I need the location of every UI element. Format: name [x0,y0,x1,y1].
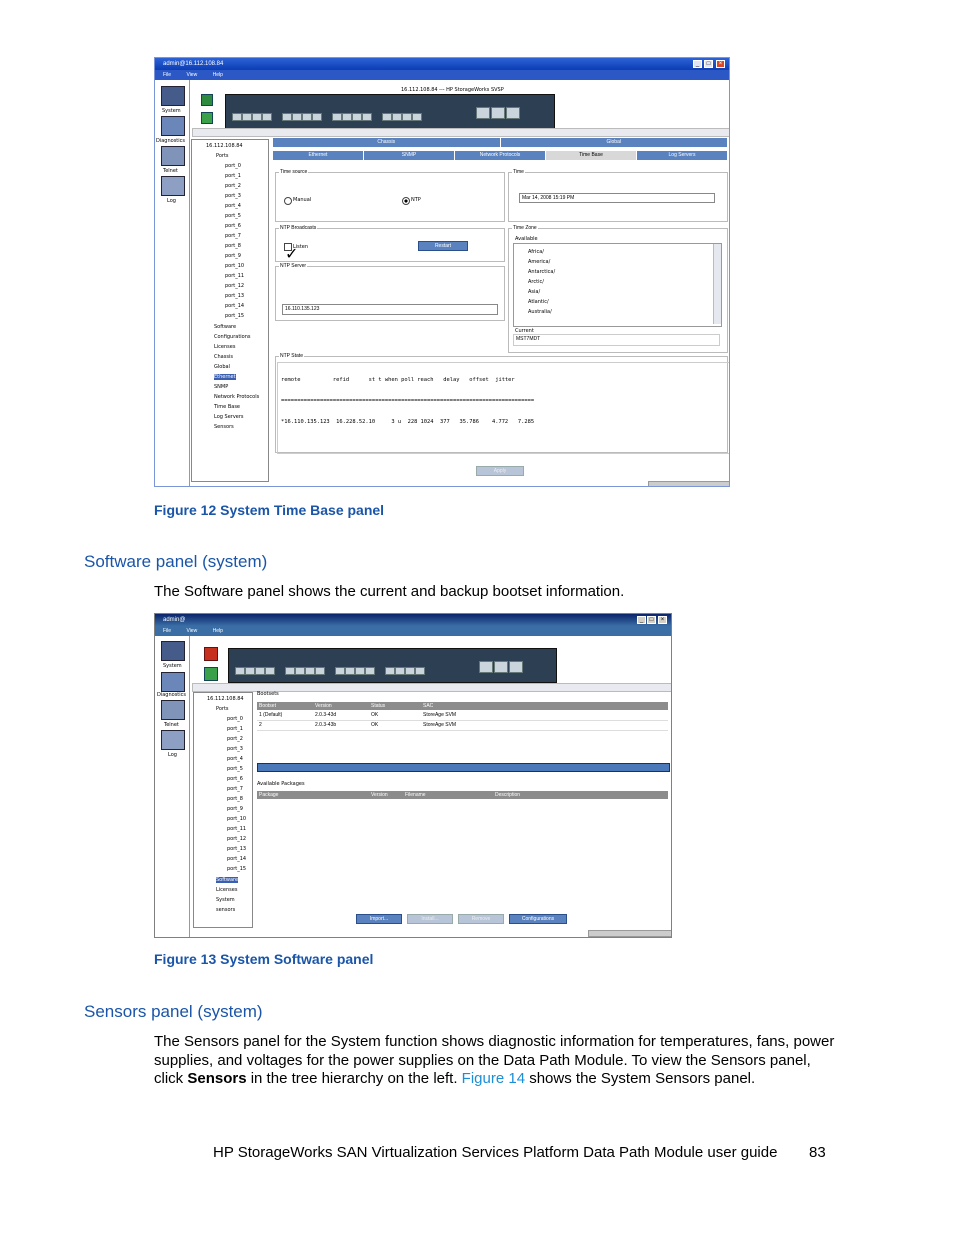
figure13-caption: Figure 13 System Software panel [154,951,374,967]
tree-port[interactable]: port_7 [225,233,241,239]
software-heading: Software panel (system) [84,552,268,571]
tree-ports[interactable]: Ports [216,153,229,159]
table-row[interactable]: 2 2.0.3-43b OK StoreAge SVM [257,721,668,731]
tree-software[interactable]: Software [214,324,237,330]
software-text: The Software panel shows the current and backup bootset information. [154,583,625,600]
tree-port[interactable]: port_9 [227,806,243,812]
column-header[interactable]: Package [259,792,279,798]
figure12-window [154,57,730,487]
tree-system[interactable]: System [216,897,235,903]
tree-port[interactable]: port_5 [225,213,241,219]
tree-root[interactable]: 16.112.108.84 [207,696,244,702]
tree-licenses[interactable]: Licenses [216,887,238,893]
tree-port[interactable]: port_14 [227,856,247,862]
ntp-label: NTP [411,197,421,203]
tree-ethernet[interactable]: Ethernet [214,374,236,380]
tree-port[interactable]: port_2 [225,183,241,189]
system-icon[interactable] [161,86,185,106]
list-item[interactable]: Africa/ [528,249,544,255]
tree-port[interactable]: port_12 [225,283,245,289]
tab-global[interactable]: Global [501,138,729,147]
menu-view[interactable]: View [186,628,198,634]
tree-root[interactable]: 16.112.108.84 [206,143,243,149]
tree-ports[interactable]: Ports [216,706,229,712]
ntp-radio[interactable] [402,197,410,205]
tree-port[interactable]: port_1 [227,726,243,732]
remove-button[interactable]: Remove [458,914,504,924]
time-group: Time Mar 14, 2008 15:19 PM [508,172,728,222]
diagnostics-icon[interactable] [161,672,185,692]
packages-header [257,791,668,799]
manual-label: Manual [293,197,312,203]
diagnostics-icon[interactable] [161,116,185,136]
tree-sensors[interactable]: sensors [216,907,236,913]
device-label: 16.112.108.84 --- HP StorageWorks SVSP [401,87,504,93]
log-icon[interactable] [161,176,185,196]
time-zone-list[interactable] [513,243,722,327]
telnet-label: Telnet [164,722,179,728]
sensors-heading: Sensors panel (system) [84,1002,263,1021]
ntp-state-row: *16.110.135.123 16.228.52.10 3 u 228 1024 377 35.786 4.772 7.285 [281,419,535,425]
tree-port[interactable]: port_10 [227,816,247,822]
sensors-text [154,1033,854,1089]
system-label: System [162,108,181,114]
figure12-caption: Figure 12 System Time Base panel [154,502,385,518]
maximize-button[interactable]: □ [704,60,713,68]
bootsets-header [257,702,668,710]
ntp-state-text [277,362,730,454]
tree-port[interactable]: port_0 [225,163,241,169]
packages-label: Available Packages [257,781,305,787]
device-faceplate [225,94,555,129]
top-scrollbar[interactable] [192,128,730,137]
tree-port[interactable]: port_1 [225,173,241,179]
menu-help[interactable]: Help [212,628,223,634]
install-button[interactable]: Install... [407,914,453,924]
column-header[interactable]: SAC [423,703,434,709]
figure13-titlebar [155,614,671,626]
figure14-link[interactable]: Figure 14 [461,1070,526,1087]
list-item[interactable]: Antarctica/ [528,269,556,275]
maximize-button[interactable]: □ [647,616,656,624]
available-label: Available [515,236,538,242]
system-label: System [163,663,182,669]
tree-port[interactable]: port_2 [227,736,243,742]
tree-port[interactable]: port_7 [227,786,243,792]
list-item[interactable]: Atlantic/ [528,299,549,305]
bootsets-scrollbar[interactable] [257,763,670,772]
page-number: 83 [809,1144,826,1161]
left-icon-bar [155,80,190,486]
ntp-state-header: remote refid st t when poll reach delay offset jitter [281,377,515,383]
tree-port[interactable]: port_13 [225,293,245,299]
menu-file[interactable]: File [163,72,172,78]
tree-licenses[interactable]: Licenses [214,344,236,350]
sensors-text-line: supplies, and voltages for the power supplies on the Data Path Module. To view the Sensors panel, [154,1051,811,1069]
tree-snmp[interactable]: SNMP [214,384,229,390]
menu-file[interactable]: File [163,628,172,634]
list-item[interactable]: Asia/ [528,289,541,295]
figure12-titlebar [155,58,729,70]
tree-port[interactable]: port_12 [227,836,247,842]
menu-bar [155,70,729,80]
window-title: admin@ [163,617,186,623]
ntp-state-separator: ============================================================================== [281,398,535,404]
current-label: Current [515,328,534,334]
tree-time-base[interactable]: Time Base [214,404,241,410]
apply-button[interactable]: Apply [476,466,524,476]
configurations-button[interactable]: Configurations [509,914,567,924]
tree-port[interactable]: port_11 [227,826,247,832]
menu-view[interactable]: View [186,72,198,78]
diagnostics-label: Diagnostics [157,692,187,698]
status-red-icon[interactable] [204,647,218,661]
log-icon[interactable] [161,730,185,750]
figure13-window [154,613,672,938]
import-button[interactable]: Import... [356,914,402,924]
tree-port[interactable]: port_4 [227,756,243,762]
diagnostics-label: Diagnostics [156,138,186,144]
list-scrollbar[interactable] [713,244,721,324]
ntp-state-group: NTP State remote refid st t when poll reach delay offset jitter ============================================================================== *16.110.135.123 16.228.52.10 3 u 228 1024 377 35.786 4.772 7.285 [275,356,728,453]
ntp-server-group: NTP Server 16.110.135.123 [275,266,505,321]
listen-label: Listen [293,244,308,250]
time-source-group: Time source Manual NTP [275,172,505,222]
menu-bar [155,626,671,636]
time-zone-group: Time Zone Available Africa/ America/ Antarctica/ Arctic/ Asia/ Atlantic/ Australia/ Current MST7MDT [508,228,728,353]
tree-port[interactable]: port_10 [225,263,245,269]
tree-port[interactable]: port_6 [225,223,241,229]
tree-global[interactable]: Global [214,364,230,370]
system-icon[interactable] [161,641,185,661]
download-icon[interactable] [201,112,213,124]
tree-software[interactable]: Software [216,877,239,883]
column-header[interactable]: Bootset [259,703,276,709]
status-bar [588,930,672,937]
column-header[interactable]: Status [371,703,386,709]
list-item[interactable]: Australia/ [528,309,552,315]
column-header[interactable]: Filename [405,792,426,798]
current-field: MST7MDT [513,334,720,346]
tree-port[interactable]: port_15 [227,866,247,872]
tab-time-base[interactable]: Time Base [546,151,637,160]
restart-button[interactable]: Restart [418,241,468,251]
ntp-broadcasts-group: NTP Broadcasts ✓ Listen Restart [275,228,505,262]
tab-snmp[interactable]: SNMP [364,151,455,160]
minimize-button[interactable]: _ [693,60,702,68]
list-item[interactable]: America/ [528,259,551,265]
status-bar [648,481,730,487]
tree-port[interactable]: port_4 [225,203,241,209]
column-header[interactable]: Version [371,792,388,798]
top-tabs [273,138,728,147]
sub-tabs [273,151,728,160]
listen-checkbox[interactable]: ✓ [284,243,292,251]
tree-port[interactable]: port_5 [227,766,243,772]
tree-port[interactable]: port_8 [227,796,243,802]
tree-port[interactable]: port_6 [227,776,243,782]
tree-port[interactable]: port_11 [225,273,245,279]
telnet-label: Telnet [163,168,178,174]
sensors-text-line: click Sensors in the tree hierarchy on the left. Figure 14 shows the System Sensors panel. [154,1070,756,1087]
list-item[interactable]: Arctic/ [528,279,544,285]
tree-port[interactable]: port_3 [225,193,241,199]
tab-network-protocols[interactable]: Network Protocols [455,151,546,160]
tree-sensors[interactable]: Sensors [214,424,234,430]
table-row[interactable]: 1 (Default) 2.0.3-43d OK StoreAge SVM [257,711,668,721]
tree-port[interactable]: port_9 [225,253,241,259]
bootsets-label: Bootsets [257,691,279,697]
tree-log-servers[interactable]: Log Servers [214,414,244,420]
column-header[interactable]: Version [315,703,332,709]
download-icon[interactable] [204,667,218,681]
tree-panel [193,692,253,928]
tree-port[interactable]: port_3 [227,746,243,752]
tree-port[interactable]: port_15 [225,313,245,319]
time-field[interactable]: Mar 14, 2008 15:19 PM [519,193,715,203]
tree-port[interactable]: port_0 [227,716,243,722]
manual-radio[interactable] [284,197,292,205]
log-label: Log [167,198,176,204]
sensors-text-line: The Sensors panel for the System function shows diagnostic information for temperatures, fans, power [154,1033,835,1050]
tree-port[interactable]: port_14 [225,303,245,309]
tab-ethernet[interactable]: Ethernet [273,151,364,160]
column-header[interactable]: Description [495,792,521,798]
log-label: Log [168,752,177,758]
minimize-button[interactable]: _ [637,616,646,624]
close-button[interactable]: × [716,60,725,68]
status-green-icon[interactable] [201,94,213,106]
tree-panel [191,139,269,482]
tree-chassis[interactable]: Chassis [214,354,233,360]
tree-configurations[interactable]: Configurations [214,334,251,340]
window-title: admin@16.112.108.84 [163,61,224,67]
tree-port[interactable]: port_8 [225,243,241,249]
sensors-bold: Sensors [187,1070,247,1087]
tab-log-servers[interactable]: Log Servers [637,151,728,160]
left-icon-bar [155,636,190,937]
menu-help[interactable]: Help [212,72,223,78]
close-button[interactable]: × [658,616,667,624]
tab-chassis[interactable]: Chassis [273,138,501,147]
telnet-icon[interactable] [161,146,185,166]
tree-network-protocols[interactable]: Network Protocols [214,394,260,400]
ntp-server-input[interactable]: 16.110.135.123 [282,304,498,315]
telnet-icon[interactable] [161,700,185,720]
tree-port[interactable]: port_13 [227,846,247,852]
device-faceplate [228,648,557,683]
footer-text: HP StorageWorks SAN Virtualization Services Platform Data Path Module user guide [213,1144,778,1161]
